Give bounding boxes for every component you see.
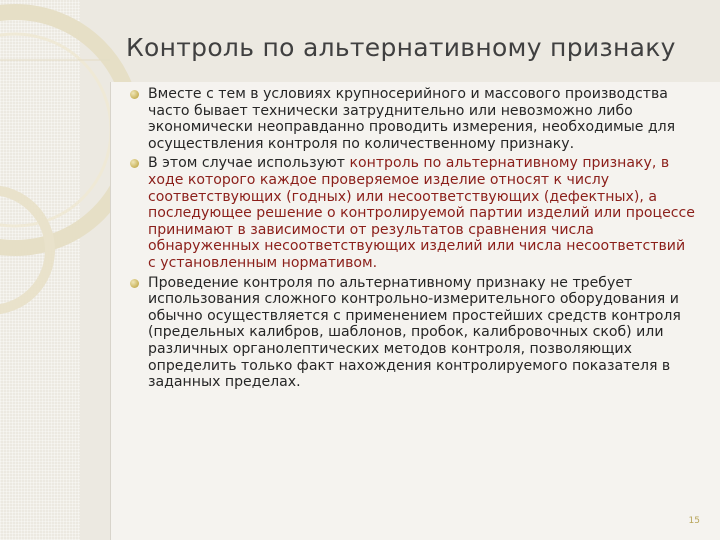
gold-circle-bullet-icon bbox=[130, 279, 139, 288]
gold-circle-bullet-icon bbox=[130, 159, 139, 168]
bullet-highlight-text: контроль по альтернативному признаку, в ходе которого каждое проверяемое изделие относят к числу соответствующих (годных) или несоответствующих (дефектных), а последующее решение о контролируемой партии изделий или процессе принимают в зависимости от результатов сравнения числа обнаруженных несоответствующих изделий или числа несоответствий с установленным нормативом. bbox=[148, 155, 695, 271]
bullet-item bbox=[126, 155, 696, 271]
bullet-text: Вместе с тем в условиях крупносерийного и массового производства часто бывает технически затруднительно или невозможно либо экономически неоправданно проводить измерения, необходимые для осуществления контроля по количественному признаку. bbox=[148, 86, 676, 152]
bullet-item bbox=[126, 275, 696, 391]
bullet-list bbox=[126, 86, 696, 394]
bullet-text: В этом случае используют bbox=[148, 155, 350, 172]
bullet-text: Проведение контроля по альтернативному признаку не требует использования сложного контрольно-измерительного оборудования и обычно осуществляется с применением простейших средств контроля (предельных калибров, шаблонов, пробок, калибровочных скоб) или различных органолептических методов контроля, позволяющих определить только факт нахождения контролируемого показателя в заданных пределах. bbox=[148, 274, 681, 391]
bullet-item bbox=[126, 86, 696, 152]
gold-circle-bullet-icon bbox=[130, 90, 139, 99]
page-number: 15 bbox=[688, 516, 700, 526]
slide-title: Контроль по альтернативному признаку bbox=[126, 33, 676, 62]
